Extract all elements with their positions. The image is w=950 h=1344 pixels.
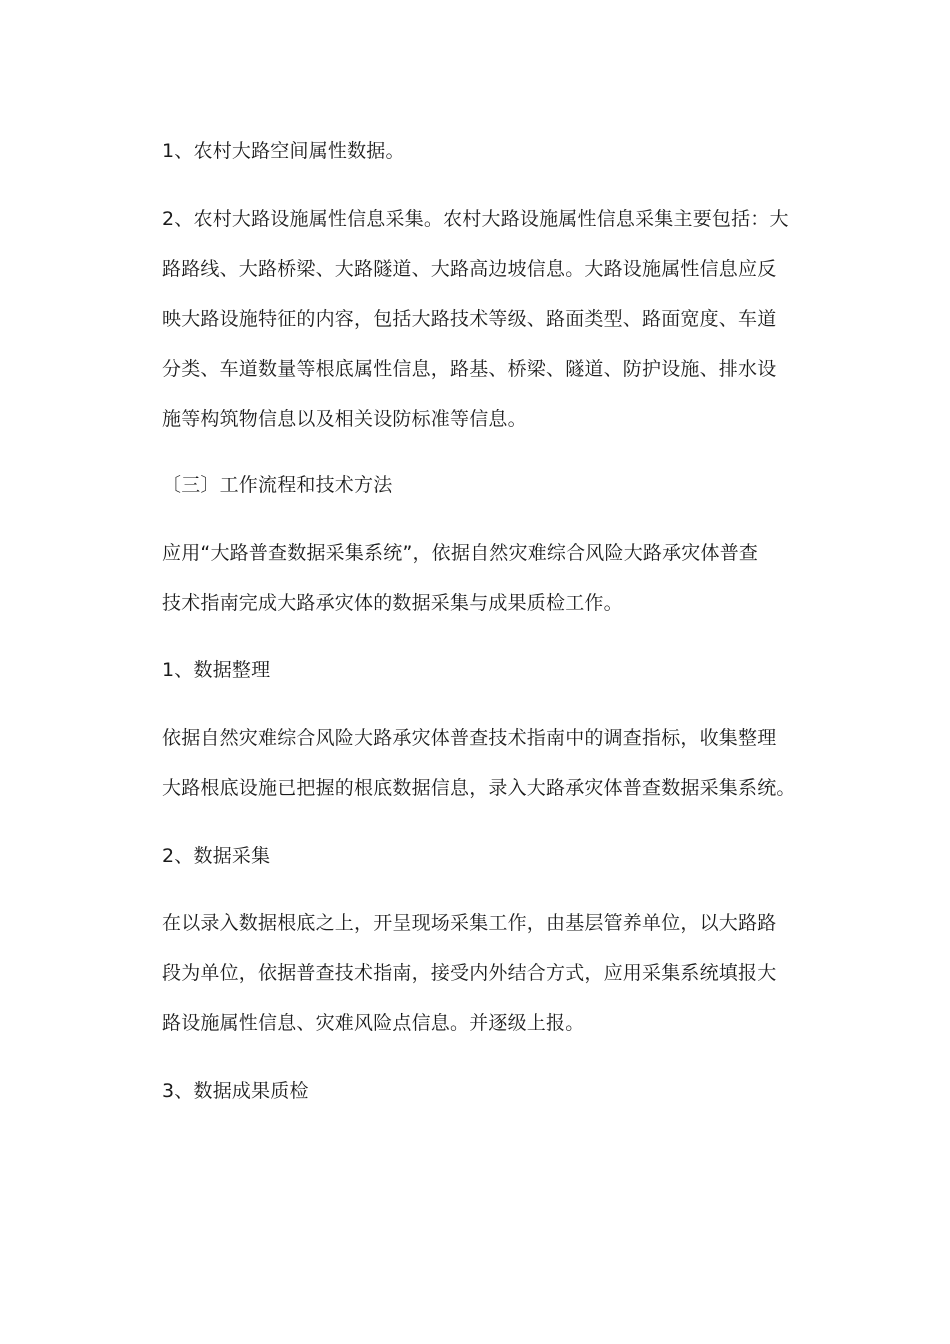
- subheading-quality-check: [162, 1066, 790, 1116]
- text-line: 〔三〕工作流程和技术方法: [162, 474, 393, 496]
- text-line: 2、数据采集: [162, 845, 271, 867]
- text-line: 技术指南完成大路承灾体的数据采集与成果质检工作。: [162, 592, 623, 614]
- paragraph-data-organization: [162, 713, 796, 813]
- text-line: 大路根底设施已把握的根底数据信息，录入大路承灾体普查数据采集系统。: [162, 777, 796, 799]
- text-line: 路设施属性信息、灾难风险点信息。并逐级上报。: [162, 1012, 585, 1034]
- text-line: 应用“大路普查数据采集系统”，依据自然灾难综合风险大路承灾体普查: [162, 542, 759, 564]
- text-line: 映大路设施特征的内容，包括大路技术等级、路面类型、路面宽度、车道: [162, 308, 777, 330]
- subheading-data-organization: [162, 645, 790, 695]
- paragraph-facility-attributes: [162, 194, 790, 444]
- text-line: 依据自然灾难综合风险大路承灾体普查技术指南中的调查指标，收集整理: [162, 727, 777, 749]
- paragraph-data-collection: [162, 898, 790, 1048]
- text-line: 1、农村大路空间属性数据。: [162, 140, 405, 162]
- text-line: 2、农村大路设施属性信息采集。农村大路设施属性信息采集主要包括：大: [162, 208, 789, 230]
- subheading-data-collection: [162, 831, 790, 881]
- text-line: 路路线、大路桥梁、大路隧道、大路高边坡信息。大路设施属性信息应反: [162, 258, 777, 280]
- section-heading-workflow: [162, 460, 790, 510]
- text-line: 段为单位，依据普查技术指南，接受内外结合方式，应用采集系统填报大: [162, 962, 777, 984]
- list-item-spatial-data: [162, 126, 790, 176]
- text-line: 在以录入数据根底之上，开呈现场采集工作，由基层管养单位，以大路路: [162, 912, 777, 934]
- text-line: 分类、车道数量等根底属性信息，路基、桥梁、隧道、防护设施、排水设: [162, 358, 777, 380]
- text-line: 3、数据成果质检: [162, 1080, 309, 1102]
- paragraph-system-usage: [162, 528, 790, 628]
- text-line: 1、数据整理: [162, 659, 271, 681]
- text-line: 施等构筑物信息以及相关设防标准等信息。: [162, 408, 527, 430]
